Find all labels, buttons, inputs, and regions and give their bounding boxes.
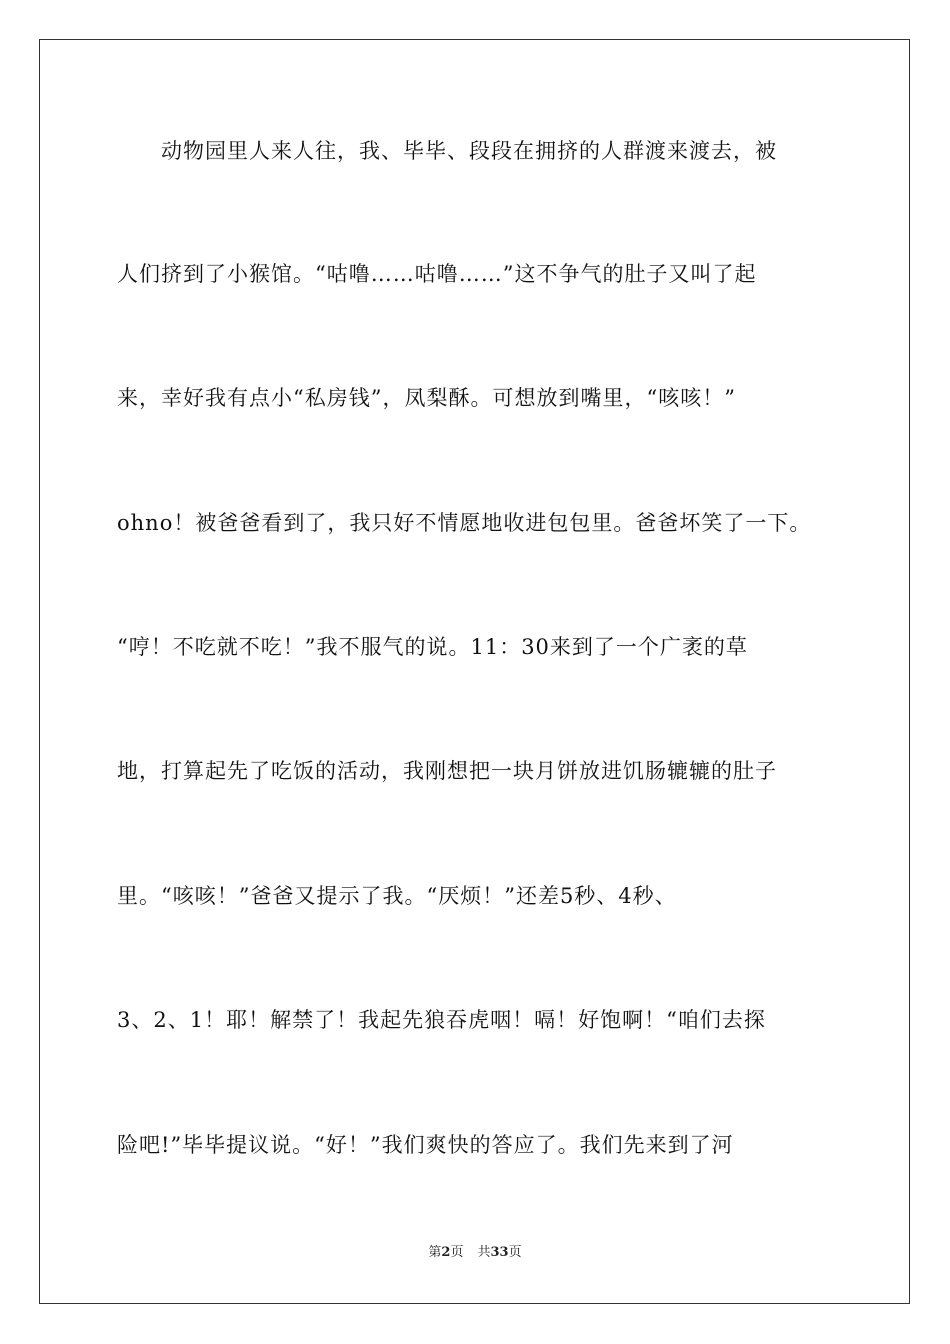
total-suffix: 页 xyxy=(508,1245,522,1260)
text-line: 人们挤到了小猴馆。“咕噜……咕噜……”这不争气的肚子又叫了起 xyxy=(117,262,757,286)
text-line: 来，幸好我有点小“私房钱”，凤梨酥。可想放到嘴里，“咳咳！” xyxy=(117,386,736,410)
page-footer xyxy=(0,1244,950,1262)
text-line: 险吧!”毕毕提议说。“好！”我们爽快的答应了。我们先来到了河 xyxy=(117,1133,734,1157)
total-pages: 33 xyxy=(490,1245,509,1260)
text-line: 里。“咳咳！”爸爸又提示了我。“厌烦！”还差5秒、4秒、 xyxy=(117,884,677,908)
text-line: 动物园里人来人往，我、毕毕、段段在拥挤的人群渡来渡去，被 xyxy=(117,139,777,163)
text-line: “哼！不吃就不吃！”我不服气的说。11：30来到了一个广袤的草 xyxy=(117,635,748,659)
text-line: 3、2、1！耶！解禁了！我起先狼吞虎咽！嗝！好饱啊！“咱们去探 xyxy=(117,1008,766,1032)
total-prefix: 共 xyxy=(477,1245,491,1260)
page-suffix: 页 xyxy=(450,1245,464,1260)
text-line: ohno！被爸爸看到了，我只好不情愿地收进包包里。爸爸坏笑了一下。 xyxy=(117,511,812,535)
text-line: 地，打算起先了吃饭的活动，我刚想把一块月饼放进饥肠辘辘的肚子 xyxy=(117,759,777,783)
page-prefix: 第 xyxy=(428,1245,442,1260)
page-number: 2 xyxy=(441,1245,451,1260)
page-border xyxy=(39,39,910,1304)
